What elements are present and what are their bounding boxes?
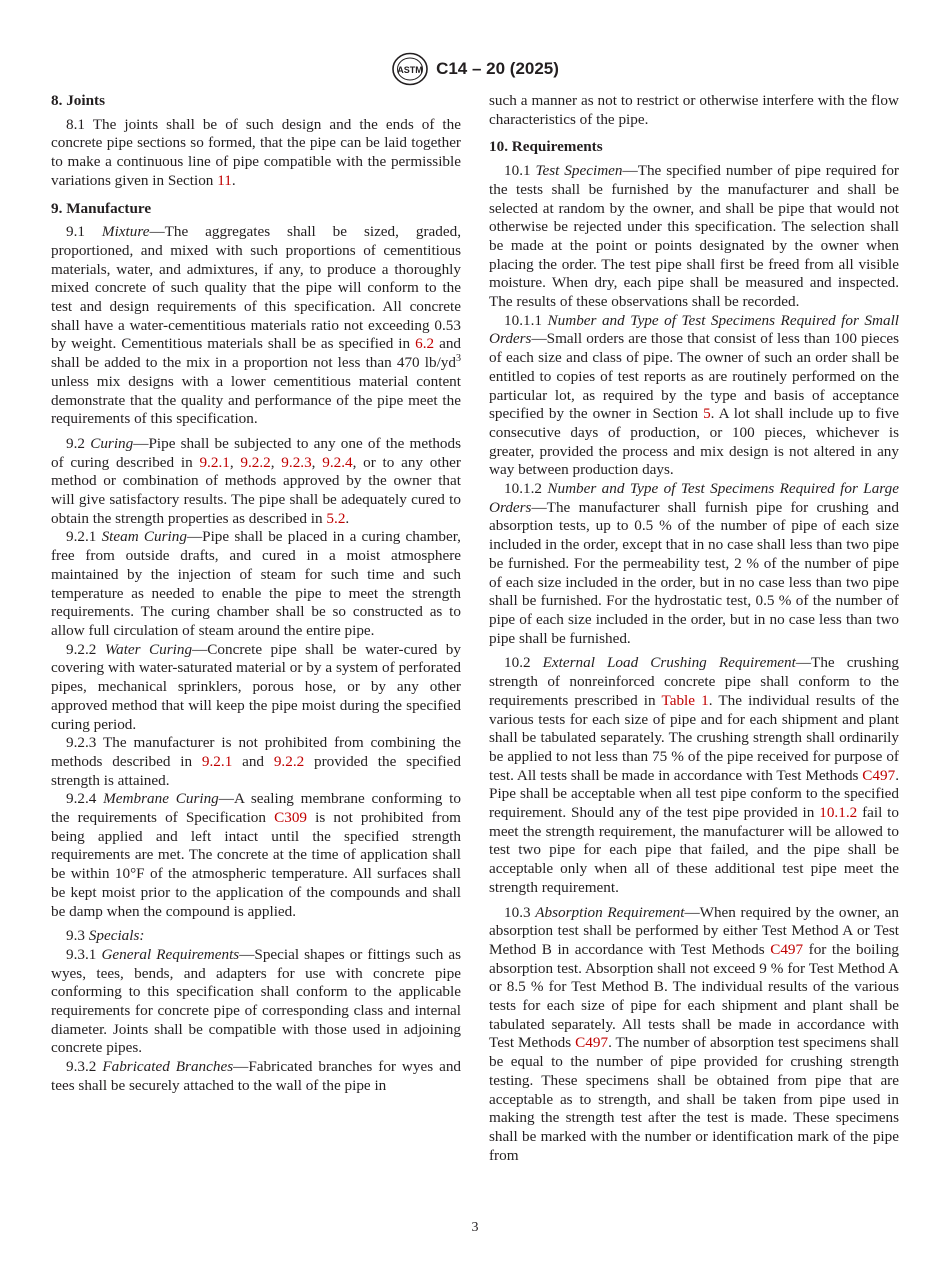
section-8-heading: 8. Joints [51, 92, 106, 109]
astm-logo-icon [391, 52, 429, 86]
paragraph-9-3-2: 9.3.2 Fabricated Branches—Fabricated branches for wyes and tees shall be securely attached to the wall of the pipe in [51, 1058, 462, 1094]
paragraph-9-3-1: 9.3.1 General Requirements—Special shapes or fittings such as wyes, tees, bends, and adapters for use with concrete pipe conforming to this specification shall conform to the applicable requirements for concrete pipe of corresponding class and internal diameter. Joints shall be compatible with those used in adjoining concrete pipes. [51, 945, 462, 1057]
left-column [51, 92, 461, 1096]
section-9-2-2-link[interactable]: 9.2.2 [273, 752, 305, 770]
paragraph-10-1-2: 10.1.2 Number and Type of Test Specimens Required for Large Orders—The manufacturer shall furnish pipe for crushing and absorption tests, up to 0.5 % of the number of pipe of each size included in the order, except that in no case shall less than two pipe be furnished. For the permeability test, 2 % of the number of pipe of each size included in the order, but in no case less than two pipe shall be furnished. For the hydrostatic test, 0.5 % of the number of pipe of each size included in the order, but in no case less than two pipe shall be furnished. [489, 480, 899, 647]
section-9-2-1-link[interactable]: 9.2.1 [199, 453, 230, 471]
paragraph-9-2-1: 9.2.1 Steam Curing—Pipe shall be placed in a curing chamber, free from outside drafts, and cured in a moist atmosphere maintained by the injection of steam for such time and such temperature as needed to enable the pipe to meet the strength requirements. The curing chamber shall be so constructed as to allow full circulation of steam around the entire pipe. [51, 528, 461, 639]
paragraph-10-2: 10.2 External Load Crushing Requirement—The crushing strength of nonreinforced concrete pipe shall conform to the requirements prescribed in Table 1. The individual results of the various tests for each size of pipe and for each shipment and plant shall be tabulated separately. The crushing strength shall ordinarily be applied to not less than 75 % of the pipe received for purpose of test. All tests shall be made in accordance with Test Methods C497. Pipe shall be acceptable when all test pipe conform to the specified requirement. Should any of the test pipe provided in 10.1.2 fail to meet the strength requirement, the manufacturer will be allowed to test two pipe for each pipe that failed, and the pipe shall be acceptable only when all of these additional test pipe meet the strength requirement. [489, 654, 900, 896]
paragraph-9-2-2: 9.2.2 Water Curing—Concrete pipe shall be water-cured by covering with water-saturated material or by a system of perforated pipes, mechanical sprinklers, porous hose, or by any other approved method that will keep the pipe moist during the specified curing period. [51, 640, 461, 733]
paragraph-9-2-3: 9.2.3 The manufacturer is not prohibited from combining the methods described in 9.2.1 and 9.2.2 provided the specified strength is attained. [51, 734, 461, 789]
paragraph-9-2: 9.2 Curing—Pipe shall be subjected to any one of the methods of curing described in 9.2.1, 9.2.2, 9.2.3, 9.2.4, or to any other method or combination of methods approved by the owner that will give satisfactory results. The pipe shall be adequately cured to obtain the strength properties as described in 5.2. [51, 434, 462, 527]
paragraph-10-1: 10.1 Test Specimen—The specified number of pipe required for the tests shall be furnished by the manufacturer and shall be selected at random by the owner, and shall be pipe that would not otherwise be rejected under this specification. The selection shall be made at the point or points designated by the owner when placing the order. The test pipe shall first be freed from all visible moisture. When dry, each pipe shall be measured and inspected. The results of these observations shall be recorded. [489, 162, 899, 311]
page-header [0, 50, 950, 88]
section-6-2-link[interactable]: 6.2 [415, 335, 435, 353]
paragraph-10-3: 10.3 Absorption Requirement—When required by the owner, an absorption test shall be performed by either Test Method A or Test Method B in accordance with Test Methods C497 for the boiling absorption test. Absorption shall not exceed 9 % for Test Method A or 8.5 % for Test Method B. The individual results of the various tests for each size of pipe for each shipment and plant shall be tabulated separately. All tests shall be made in accordance with Test Methods C497. The number of absorption test specimens shall be equal to the number of pipe provided for crushing strength testing. These specimens shall be obtained from pipe that are acceptable as to strength, and shall be taken from pipe used in making the strength test after the test is made. These specimens shall be marked with the number or identification mark of the pipe from [489, 903, 900, 1164]
paragraph-9-3: 9.3 Specials: [66, 927, 145, 945]
section-9-2-3-link[interactable]: 9.2.3 [281, 453, 312, 471]
test-methods-c497-link[interactable]: C497 [770, 940, 804, 958]
logo-text: ASTM [397, 65, 423, 75]
section-10-heading: 10. Requirements [489, 138, 603, 156]
document-designation: C14 – 20 (2025) [436, 59, 559, 78]
test-methods-c497-link[interactable]: C497 [862, 766, 896, 784]
table-1-link[interactable]: Table 1 [661, 691, 709, 709]
paragraph-9-3-2-continued: such a manner as not to restrict or otherwise interfere with the flow characteristics of the pipe. [489, 92, 899, 128]
test-methods-c497-link[interactable]: C497 [575, 1034, 609, 1052]
section-5-link[interactable]: 5 [703, 405, 711, 423]
section-9-2-2-link[interactable]: 9.2.2 [240, 453, 271, 471]
spec-c309-link[interactable]: C309 [274, 809, 308, 827]
section-9-2-1-link[interactable]: 9.2.1 [201, 752, 233, 770]
right-column [489, 92, 899, 1165]
paragraph-8-1: 8.1 The joints shall be of such design and the ends of the concrete pipe sections so formed, that the pipe can be laid together to make a continuous line of pipe compatible with the permissible variations given in Section 11. [51, 115, 461, 189]
paragraph-10-1-1: 10.1.1 Number and Type of Test Specimens Required for Small Orders—Small orders are those that consist of less than 100 pieces of each size and class of pipe. The owner of such an order shall be entitled to copies of test reports as are routinely performed on the particular lot, as required by the type and basis of acceptance specified by the owner in Section 5. A lot shall include up to five consecutive days of production, or 100 pieces, whichever is greater, provided the process and mix design is not altered in any way between production days. [489, 311, 900, 479]
section-9-heading: 9. Manufacture [51, 199, 152, 217]
section-9-2-4-link[interactable]: 9.2.4 [322, 453, 353, 471]
paragraph-9-1: 9.1 Mixture—The aggregates shall be sized, graded, proportioned, and mixed with such proportions of cementitious materials, water, and admixtures, if any, to produce a thoroughly mixed concrete of such quality that the pipe will conform to the test and design requirements of this specification. All concrete shall have a water-cementitious materials ratio not exceeding 0.53 by weight. Cementitious materials shall be as specified in 6.2 and shall be added to the mix in a proportion not less than 470 $lb/yd^3$ unless mix designs with a lower cementitious material content demonstrate that the quality and performance of the pipe meet the requirements of this specification. [51, 223, 462, 428]
section-11-link[interactable]: 11 [217, 171, 232, 189]
paragraph-9-2-4: 9.2.4 Membrane Curing—A sealing membrane conforming to the requirements of Specification C309 is not prohibited from being applied and left intact until the specified strength requirements are met. The concrete at the time of application shall be within 10°F of the atmospheric temperature. All surfaces shall be kept moist prior to the application of the compounds and shall be damp when the compound is applied. [51, 790, 461, 920]
section-10-1-2-link[interactable]: 10.1.2 [819, 804, 858, 822]
section-5-2-link[interactable]: 5.2 [326, 509, 346, 527]
page-number: 3 [471, 1220, 479, 1235]
